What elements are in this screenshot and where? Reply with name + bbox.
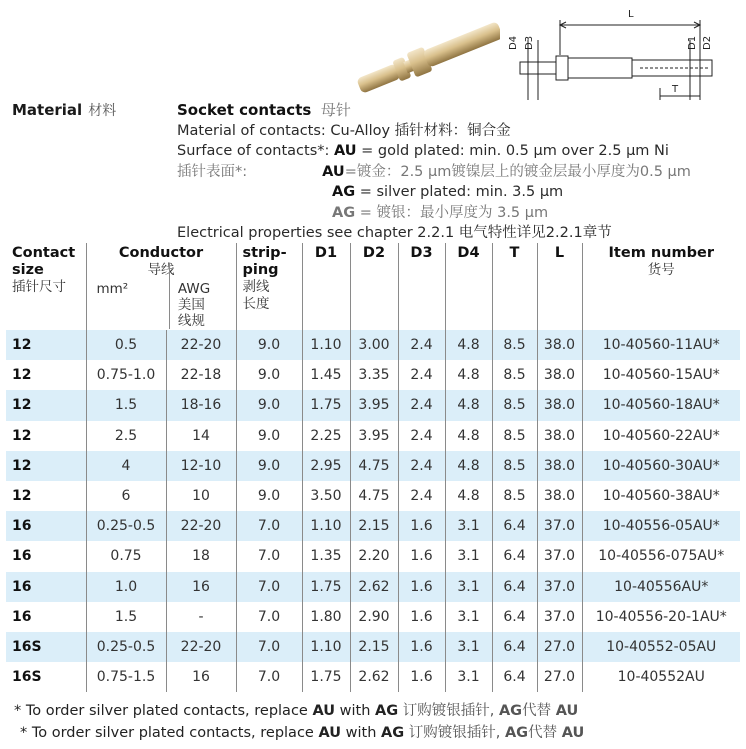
cell-contact-size: 12: [6, 330, 86, 360]
cell-t: 8.5: [492, 330, 537, 360]
cell-contact-size: 12: [12, 427, 32, 444]
socket-contact-photo: [340, 5, 500, 95]
cell-d2: 2.90: [350, 602, 398, 632]
cell-item-number: 10-40560-22AU*: [582, 421, 740, 451]
cell-d3: 1.6: [398, 511, 445, 541]
cell-conductor-mm2: 0.75-1.5: [86, 662, 166, 692]
cell-conductor-mm2: 4: [86, 451, 166, 481]
cell-d1: 2.25: [302, 421, 350, 451]
cell-t: 8.5: [492, 481, 537, 511]
spec-contacts-line: Material of contacts: Cu-Alloy 插针材料：铜合金: [177, 122, 511, 139]
cell-t: 8.5: [492, 390, 537, 420]
cell-l: 37.0: [537, 602, 582, 632]
cell-d2: 2.62: [350, 572, 398, 602]
drawing-label-d3: D3: [524, 35, 535, 50]
cell-conductor-mm2: 0.75: [86, 541, 166, 571]
header-d1: D1: [302, 243, 350, 330]
cell-item-number: 10-40552-05AU: [582, 632, 740, 662]
cell-l: 38.0: [537, 451, 582, 481]
cell-d1: 1.75: [302, 390, 350, 420]
table-row: [6, 541, 740, 571]
header-d4: D4: [445, 243, 492, 330]
table-row: [6, 511, 740, 541]
cell-contact-size: 12: [12, 367, 32, 384]
header-area: [0, 0, 746, 240]
cell-d3: 2.4: [398, 421, 445, 451]
cell-conductor-mm2: 0.5: [86, 330, 166, 360]
cell-stripping: 9.0: [236, 360, 302, 390]
cell-l: 38.0: [537, 360, 582, 390]
spec-surface-au-cn: 插针表面*: AU=镀金：2.5 µm镀镍层上的镀金层最小厚度为0.5 µm: [177, 163, 691, 180]
cell-l: 38.0: [537, 390, 582, 420]
header-contact-size: Contact size 插针尺寸: [12, 245, 76, 295]
cell-d2: 2.15: [350, 511, 398, 541]
cell-contact-size: 12: [6, 390, 86, 420]
cell-item-number: 10-40560-18AU*: [582, 390, 740, 420]
spec-surface-ag-cn: AG = 镀银：最小厚度为 3.5 µm: [332, 204, 549, 221]
drawing-label-l: L: [628, 9, 634, 20]
drawing-label-d2: D2: [702, 35, 713, 50]
cell-stripping: 9.0: [236, 481, 302, 511]
cell-l: 38.0: [537, 481, 582, 511]
cell-d1: 3.50: [302, 481, 350, 511]
cell-d1: 1.80: [302, 602, 350, 632]
header-conductor: Conductor 导线 mm² AWG 美国线规: [86, 243, 236, 330]
cell-d3: 1.6: [398, 632, 445, 662]
cell-d1: 1.10: [302, 511, 350, 541]
cell-contact-size: 16: [12, 608, 32, 625]
cell-contact-size: 16: [6, 572, 86, 602]
cell-d2: 3.95: [350, 421, 398, 451]
cell-d1: 1.75: [302, 662, 350, 692]
cell-stripping: 7.0: [236, 602, 302, 632]
cell-t: 6.4: [492, 662, 537, 692]
cell-d4: 3.1: [445, 541, 492, 571]
cell-stripping: 9.0: [236, 390, 302, 420]
drawing-label-t: T: [672, 84, 679, 95]
cell-l: 27.0: [537, 662, 582, 692]
table-row: [6, 390, 740, 420]
cell-d3: 1.6: [398, 602, 445, 632]
cell-d3: 2.4: [398, 360, 445, 390]
cell-d1: 1.35: [302, 541, 350, 571]
cell-item-number: 10-40560-15AU*: [582, 360, 740, 390]
cell-stripping: 9.0: [236, 330, 302, 360]
cell-l: 37.0: [537, 572, 582, 602]
cell-d3: 2.4: [398, 390, 445, 420]
cell-l: 27.0: [537, 632, 582, 662]
footnote: * To order silver plated contacts, replace AU with AG 订购镀银插针, AG代替 AU: [14, 703, 579, 719]
drawing-label-d1: D1: [687, 35, 698, 50]
cell-d3: 1.6: [398, 572, 445, 602]
cell-t: 6.4: [492, 602, 537, 632]
cell-d4: 3.1: [445, 662, 492, 692]
cell-d2: 3.35: [350, 360, 398, 390]
table-row: [6, 632, 740, 662]
material-label: [12, 100, 116, 120]
cell-conductor-awg: 10: [166, 481, 236, 511]
table-row: [6, 481, 740, 511]
cell-d1: 2.95: [302, 451, 350, 481]
spec-title: Socket contacts: [177, 101, 312, 119]
dimension-drawing: [500, 0, 746, 110]
spec-surface-au: Surface of contacts*: AU = gold plated: min. 0.5 µm over 2.5 µm Ni: [177, 143, 669, 159]
cell-conductor-mm2: 1.5: [86, 602, 166, 632]
socket-contacts-table: [6, 243, 740, 692]
cell-conductor-mm2: 0.25-0.5: [86, 632, 166, 662]
cell-stripping: 9.0: [236, 451, 302, 481]
table-row: [6, 662, 740, 692]
cell-d4: 4.8: [445, 421, 492, 451]
table-row: [6, 421, 740, 451]
cell-t: 8.5: [492, 421, 537, 451]
cell-conductor-awg: 12-10: [166, 451, 236, 481]
cell-conductor-awg: -: [166, 602, 236, 632]
cell-conductor-mm2: 0.75-1.0: [86, 360, 166, 390]
cell-d3: 1.6: [398, 541, 445, 571]
cell-contact-size: 16S: [12, 669, 42, 686]
cell-l: 38.0: [537, 330, 582, 360]
cell-d1: 1.10: [302, 330, 350, 360]
cell-contact-size: 16S: [6, 632, 86, 662]
material-spec: [177, 100, 691, 244]
footnote-repeat: * To order silver plated contacts, replace AU with AG 订购镀银插针, AG代替 AU: [20, 725, 585, 741]
header-stripping: strip-ping 剥线长度: [236, 243, 302, 330]
cell-t: 6.4: [492, 572, 537, 602]
material-label-en: Material: [12, 101, 83, 119]
cell-d2: 2.62: [350, 662, 398, 692]
cell-conductor-awg: 18-16: [166, 390, 236, 420]
cell-d4: 3.1: [445, 572, 492, 602]
cell-d2: 2.20: [350, 541, 398, 571]
cell-conductor-awg: 22-18: [166, 360, 236, 390]
table-row: [6, 330, 740, 360]
cell-conductor-mm2: 6: [86, 481, 166, 511]
spec-electrical-line: Electrical properties see chapter 2.2.1 电气特性详见2.2.1章节: [177, 225, 612, 241]
spec-surface-ag: AG = silver plated: min. 3.5 µm: [332, 184, 564, 200]
cell-d3: 2.4: [398, 330, 445, 360]
cell-item-number: 10-40556-20-1AU*: [582, 602, 740, 632]
cell-conductor-mm2: 1.0: [86, 572, 166, 602]
cell-conductor-mm2: 1.5: [86, 390, 166, 420]
cell-d4: 4.8: [445, 481, 492, 511]
cell-conductor-awg: 14: [166, 421, 236, 451]
cell-d1: 1.45: [302, 360, 350, 390]
header-t: T: [492, 243, 537, 330]
cell-d4: 4.8: [445, 360, 492, 390]
cell-d4: 3.1: [445, 511, 492, 541]
cell-item-number: 10-40556-075AU*: [582, 541, 740, 571]
cell-d3: 1.6: [398, 662, 445, 692]
cell-d3: 2.4: [398, 451, 445, 481]
cell-contact-size: 12: [12, 488, 32, 505]
cell-stripping: 7.0: [236, 572, 302, 602]
cell-d3: 2.4: [398, 481, 445, 511]
material-label-cn: 材料: [88, 103, 117, 119]
cell-d2: 3.95: [350, 390, 398, 420]
cell-conductor-awg: 16: [166, 572, 236, 602]
header-l: L: [537, 243, 582, 330]
cell-conductor-awg: 16: [166, 662, 236, 692]
cell-contact-size: 12: [6, 451, 86, 481]
cell-item-number: 10-40556-05AU*: [582, 511, 740, 541]
drawing-label-d4: D4: [508, 35, 519, 50]
cell-conductor-awg: 22-20: [166, 632, 236, 662]
table-row: [6, 451, 740, 481]
table-row: [6, 572, 740, 602]
cell-t: 8.5: [492, 451, 537, 481]
cell-stripping: 7.0: [236, 541, 302, 571]
header-d2: D2: [350, 243, 398, 330]
cell-contact-size: 16: [6, 511, 86, 541]
cell-d2: 3.00: [350, 330, 398, 360]
cell-conductor-awg: 22-20: [166, 330, 236, 360]
cell-item-number: 10-40556AU*: [582, 572, 740, 602]
cell-stripping: 7.0: [236, 632, 302, 662]
cell-d2: 4.75: [350, 451, 398, 481]
cell-d4: 3.1: [445, 632, 492, 662]
header-item-number: Item number 货号: [582, 243, 740, 330]
cell-d1: 1.75: [302, 572, 350, 602]
cell-conductor-mm2: 2.5: [86, 421, 166, 451]
cell-l: 38.0: [537, 421, 582, 451]
cell-t: 6.4: [492, 541, 537, 571]
cell-stripping: 7.0: [236, 511, 302, 541]
cell-item-number: 10-40552AU: [582, 662, 740, 692]
cell-d4: 3.1: [445, 602, 492, 632]
cell-t: 6.4: [492, 632, 537, 662]
spec-title-cn: 母针: [320, 101, 351, 119]
cell-item-number: 10-40560-30AU*: [582, 451, 740, 481]
cell-d1: 1.10: [302, 632, 350, 662]
cell-l: 37.0: [537, 511, 582, 541]
cell-d2: 4.75: [350, 481, 398, 511]
cell-contact-size: 16: [12, 548, 32, 565]
table-row: [6, 602, 740, 632]
cell-t: 8.5: [492, 360, 537, 390]
cell-l: 37.0: [537, 541, 582, 571]
header-awg: AWG 美国线规: [169, 263, 234, 329]
cell-item-number: 10-40560-38AU*: [582, 481, 740, 511]
cell-t: 6.4: [492, 511, 537, 541]
cell-conductor-mm2: 0.25-0.5: [86, 511, 166, 541]
cell-conductor-awg: 18: [166, 541, 236, 571]
cell-item-number: 10-40560-11AU*: [582, 330, 740, 360]
cell-d4: 4.8: [445, 451, 492, 481]
cell-d2: 2.15: [350, 632, 398, 662]
header-d3: D3: [398, 243, 445, 330]
cell-stripping: 7.0: [236, 662, 302, 692]
cell-stripping: 9.0: [236, 421, 302, 451]
cell-d4: 4.8: [445, 390, 492, 420]
cell-conductor-awg: 22-20: [166, 511, 236, 541]
cell-d4: 4.8: [445, 330, 492, 360]
table-row: [6, 360, 740, 390]
header-mm2: mm²: [96, 281, 129, 297]
